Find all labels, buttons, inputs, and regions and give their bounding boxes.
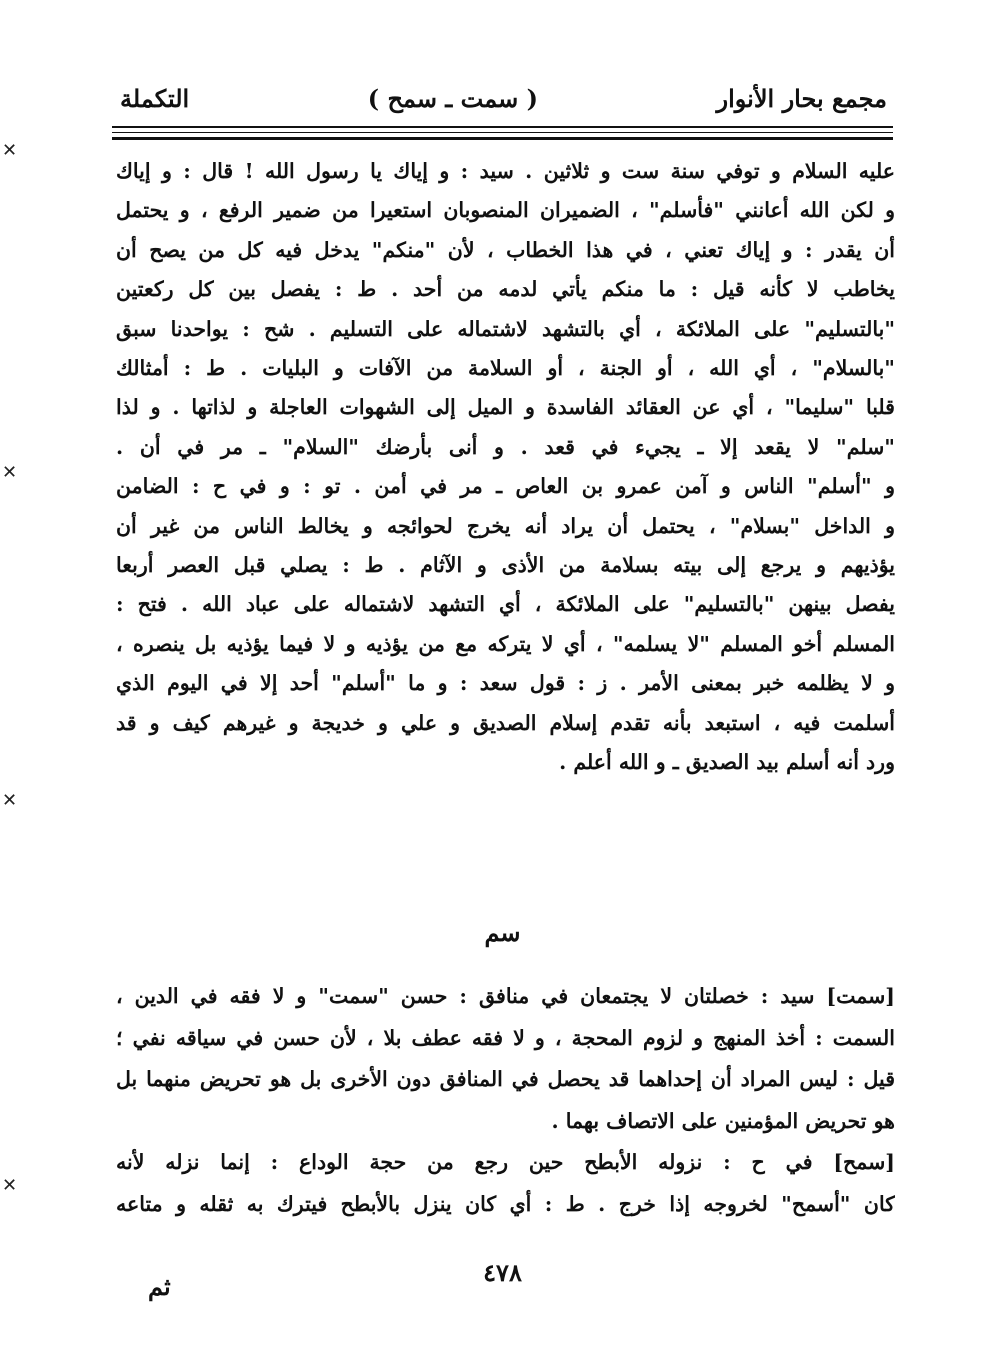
text-line: يخاطب لا كأنه قيل : ما منكم يأتي لدمه من أحد . ط : يفصل بين كل ركعتين: [116, 277, 895, 302]
header-rule-top: [112, 126, 893, 128]
text-line: و الداخل "بسلام" ، يحتمل أن يراد أنه يخرج لحوائجه و يخالط الناس من غير أن: [116, 513, 895, 538]
text-line: السمت : أخذ المنهج و لزوم المحجة ، و لا فقه عطف بلا ، لأن حسن في سياقه نفي ؛: [116, 1025, 895, 1050]
text-line: يؤذيهم و يرجع إلى بيته بسلامة من الأذى و الآثام . ط : يصلي قبل العصر أربعا: [116, 553, 895, 578]
main-text-block: [116, 152, 895, 783]
text-line: أن يقدر : و إياك تعني ، في هذا الخطاب ، لأن "منكم" يدخل فيه كل من يصح أن: [116, 237, 895, 262]
page-number: ٤٧٨: [483, 1258, 522, 1287]
header-section-name: التكملة: [120, 83, 190, 113]
margin-scan-mark: ✕: [2, 462, 18, 483]
text-line: و لكن الله أعانني "فأسلم" ، الضميران المنصوبان استعيرا من ضمير الرفع ، و يحتمل: [116, 198, 895, 223]
margin-scan-mark: ✕: [2, 790, 18, 811]
text-line: قلبا "سليما" ، أي عن العقائد الفاسدة و الميل إلى الشهوات العاجلة و لذاتها . و لذا: [116, 395, 895, 420]
text-line: "بالسلام" ، أي الله ، أو الجنة ، أو السلامة من الآفات و البليات . ط : أمثالك: [116, 356, 895, 381]
margin-scan-mark: ✕: [2, 1175, 18, 1196]
catchword: ثم: [148, 1272, 171, 1301]
text-line: و لا يظلمه خبر بمعنى الأمر . ز : قول سعد : و ما "أسلم" أحد إلا في اليوم الذي: [116, 671, 895, 696]
text-line: المسلم أخو المسلم "لا يسلمه" ، أي لا يتركه مع من يؤذيه و لا فيما يؤذيه بل ينصره ،: [116, 631, 895, 656]
text-line: و "أسلم" الناس و آمن عمرو بن العاص ـ مر في أمن . تو : و في ح : الضامن: [116, 474, 895, 499]
header-rule-middle: [112, 132, 893, 133]
running-header: [120, 78, 887, 118]
text-line: قيل : ليس المراد أن إحداهما قد يحصل في المنافق دون الأخرى بل هو تحريض منهما بل: [116, 1067, 895, 1091]
section-heading: سم: [484, 918, 521, 947]
header-book-title: مجمع بحار الأنوار: [716, 83, 887, 113]
text-line: هو تحريض المؤمنين على الاتصاف بهما .: [551, 1108, 895, 1133]
text-line: ورد أنه أسلم بيد الصديق ـ و الله أعلم .: [559, 750, 895, 775]
text-line: "سلم" لا يقعد إلا ـ يجيء في قعد . و أنى بأرضك "السلام" ـ مر في أن .: [116, 434, 895, 459]
text-line: يفصل بينهن "بالتسليم" على الملائكة ، أي التشهد لاشتماله على عباد الله . فتح :: [116, 592, 895, 617]
text-line: كان "أسمح" لخروجه إذا خرج . ط : أي كان ينزل بالأبطح فيترك به ثقله و متاعه: [116, 1191, 895, 1216]
text-line: [سمت] سيد : خصلتان لا يجتمعان في منافق : حسن "سمت" و لا فقه في الدين ،: [116, 984, 895, 1008]
second-text-block: [116, 976, 895, 1225]
margin-scan-mark: ✕: [2, 140, 18, 161]
header-entry-range: ( سمت ـ سمح ): [367, 83, 538, 113]
text-line: "بالتسليم" على الملائكة ، أي بالتشهد لاشتماله على التسليم . شح : يواحدنا سبق: [116, 316, 895, 341]
header-rule-bottom: [112, 137, 893, 140]
text-line: عليه السلام و توفي سنة ست و ثلاثين . سيد : و إياك يا رسول الله ! قال : و إياك: [116, 159, 895, 183]
text-line: أسلمت فيه ، استبعد بأنه تقدم إسلام الصديق و علي و خديجة و غيرهم كيف و قد: [116, 710, 895, 735]
text-line: [سمح] في ح : نزوله الأبطح حين رجع من حجة الوداع : إنما نزله لأنه: [116, 1150, 895, 1174]
